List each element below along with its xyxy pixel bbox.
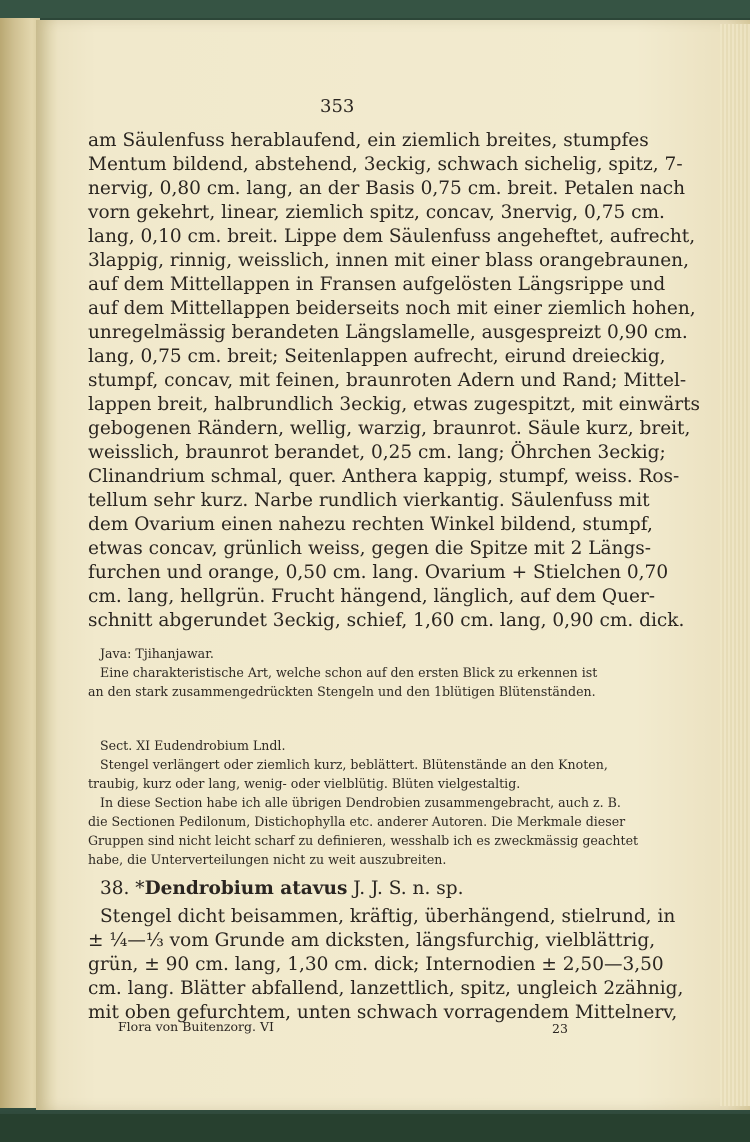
note-line: Stengel verlängert oder ziemlich kurz, beblättert. Blütenstände an den Knoten, xyxy=(100,757,608,772)
text-line: cm. lang, hellgrün. Frucht hängend, länglich, auf dem Quer- xyxy=(88,586,656,607)
note-line: die Sectionen Pedilonum, Distichophylla etc. anderer Autoren. Die Merkmale dieser xyxy=(88,814,626,829)
text-line: 3lappig, rinnig, weisslich, innen mit einer blass orangebraunen, xyxy=(88,250,689,271)
text-line: schnitt abgerundet 3eckig, schief, 1,60 cm. lang, 0,90 cm. dick. xyxy=(88,610,685,631)
text-line: lang, 0,75 cm. breit; Seitenlappen aufrecht, eirund dreieckig, xyxy=(88,346,666,367)
species-name: Dendrobium atavus xyxy=(144,878,348,899)
section-title: Sect. XI Eudendrobium Lndl. xyxy=(100,738,286,753)
page-number: 353 xyxy=(320,96,355,117)
text-line: ± ¼—⅓ vom Grunde am dicksten, längsfurchig, vielblättrig, xyxy=(88,930,656,951)
text-line: furchen und orange, 0,50 cm. lang. Ovarium + Stielchen 0,70 xyxy=(88,562,669,583)
text-line: cm. lang. Blätter abfallend, lanzettlich, spitz, ungleich 2zähnig, xyxy=(88,978,684,999)
text-line: mit oben gefurchtem, unten schwach vorragendem Mittelnerv, xyxy=(88,1002,678,1023)
locality-line: Java: Tjihanjawar. xyxy=(100,646,214,661)
text-line: dem Ovarium einen nahezu rechten Winkel bildend, stumpf, xyxy=(88,514,653,535)
text-line: etwas concav, grünlich weiss, gegen die Spitze mit 2 Längs- xyxy=(88,538,652,559)
text-line: lappen breit, halbrundlich 3eckig, etwas zugespitzt, mit einwärts xyxy=(88,394,701,415)
text-line: am Säulenfuss herablaufend, ein ziemlich breites, stumpfes xyxy=(88,130,649,151)
species-number: 38. * xyxy=(100,878,145,899)
text-line: tellum sehr kurz. Narbe rundlich vierkantig. Säulenfuss mit xyxy=(88,490,650,511)
text-line: grün, ± 90 cm. lang, 1,30 cm. dick; Internodien ± 2,50—3,50 xyxy=(88,954,664,975)
text-line: lang, 0,10 cm. breit. Lippe dem Säulenfuss angeheftet, aufrecht, xyxy=(88,226,696,247)
text-line: weisslich, braunrot berandet, 0,25 cm. lang; Öhrchen 3eckig; xyxy=(88,442,666,463)
signature-mark: 23 xyxy=(552,1021,568,1036)
footer-series-title: Flora von Buitenzorg. VI xyxy=(118,1019,274,1034)
text-line: nervig, 0,80 cm. lang, an der Basis 0,75 cm. breit. Petalen nach xyxy=(88,178,686,199)
page-stack-edge xyxy=(720,24,750,1106)
note-line: traubig, kurz oder lang, wenig- oder vielblütig. Blüten vielgestaltig. xyxy=(88,776,521,791)
text-line: unregelmässig berandeten Längslamelle, ausgespreizt 0,90 cm. xyxy=(88,322,688,343)
species-author: J. J. S. n. sp. xyxy=(347,878,464,899)
text-line: Clinandrium schmal, quer. Anthera kappig, stumpf, weiss. Ros- xyxy=(88,466,680,487)
note-line: In diese Section habe ich alle übrigen Dendrobien zusammengebracht, auch z. B. xyxy=(100,795,621,810)
text-line: auf dem Mittellappen in Fransen aufgelösten Längsrippe und xyxy=(88,274,666,295)
text-line: stumpf, concav, mit feinen, braunroten Adern und Rand; Mittel- xyxy=(88,370,687,391)
book-cover-top xyxy=(0,0,750,18)
note-line: Eine charakteristische Art, welche schon auf den ersten Blick zu erkennen ist xyxy=(100,665,598,680)
text-line: Mentum bildend, abstehend, 3eckig, schwach sichelig, spitz, 7- xyxy=(88,154,683,175)
note-line: habe, die Unterverteilungen nicht zu weit auszubreiten. xyxy=(88,852,447,867)
text-line: Stengel dicht beisammen, kräftig, überhängend, stielrund, in xyxy=(100,906,676,927)
species-heading xyxy=(100,878,463,899)
text-line: auf dem Mittellappen beiderseits noch mit einer ziemlich hohen, xyxy=(88,298,696,319)
text-line: gebogenen Rändern, wellig, warzig, braunrot. Säule kurz, breit, xyxy=(88,418,691,439)
note-line: Gruppen sind nicht leicht scharf zu definieren, wesshalb ich es zweckmässig geachtet xyxy=(88,833,639,848)
note-line: an den stark zusammengedrückten Stengeln und den 1blütigen Blütenständen. xyxy=(88,684,596,699)
book-cover-bottom xyxy=(0,1114,750,1142)
text-line: vorn gekehrt, linear, ziemlich spitz, concav, 3nervig, 0,75 cm. xyxy=(88,202,665,223)
previous-page-edge xyxy=(0,18,40,1108)
